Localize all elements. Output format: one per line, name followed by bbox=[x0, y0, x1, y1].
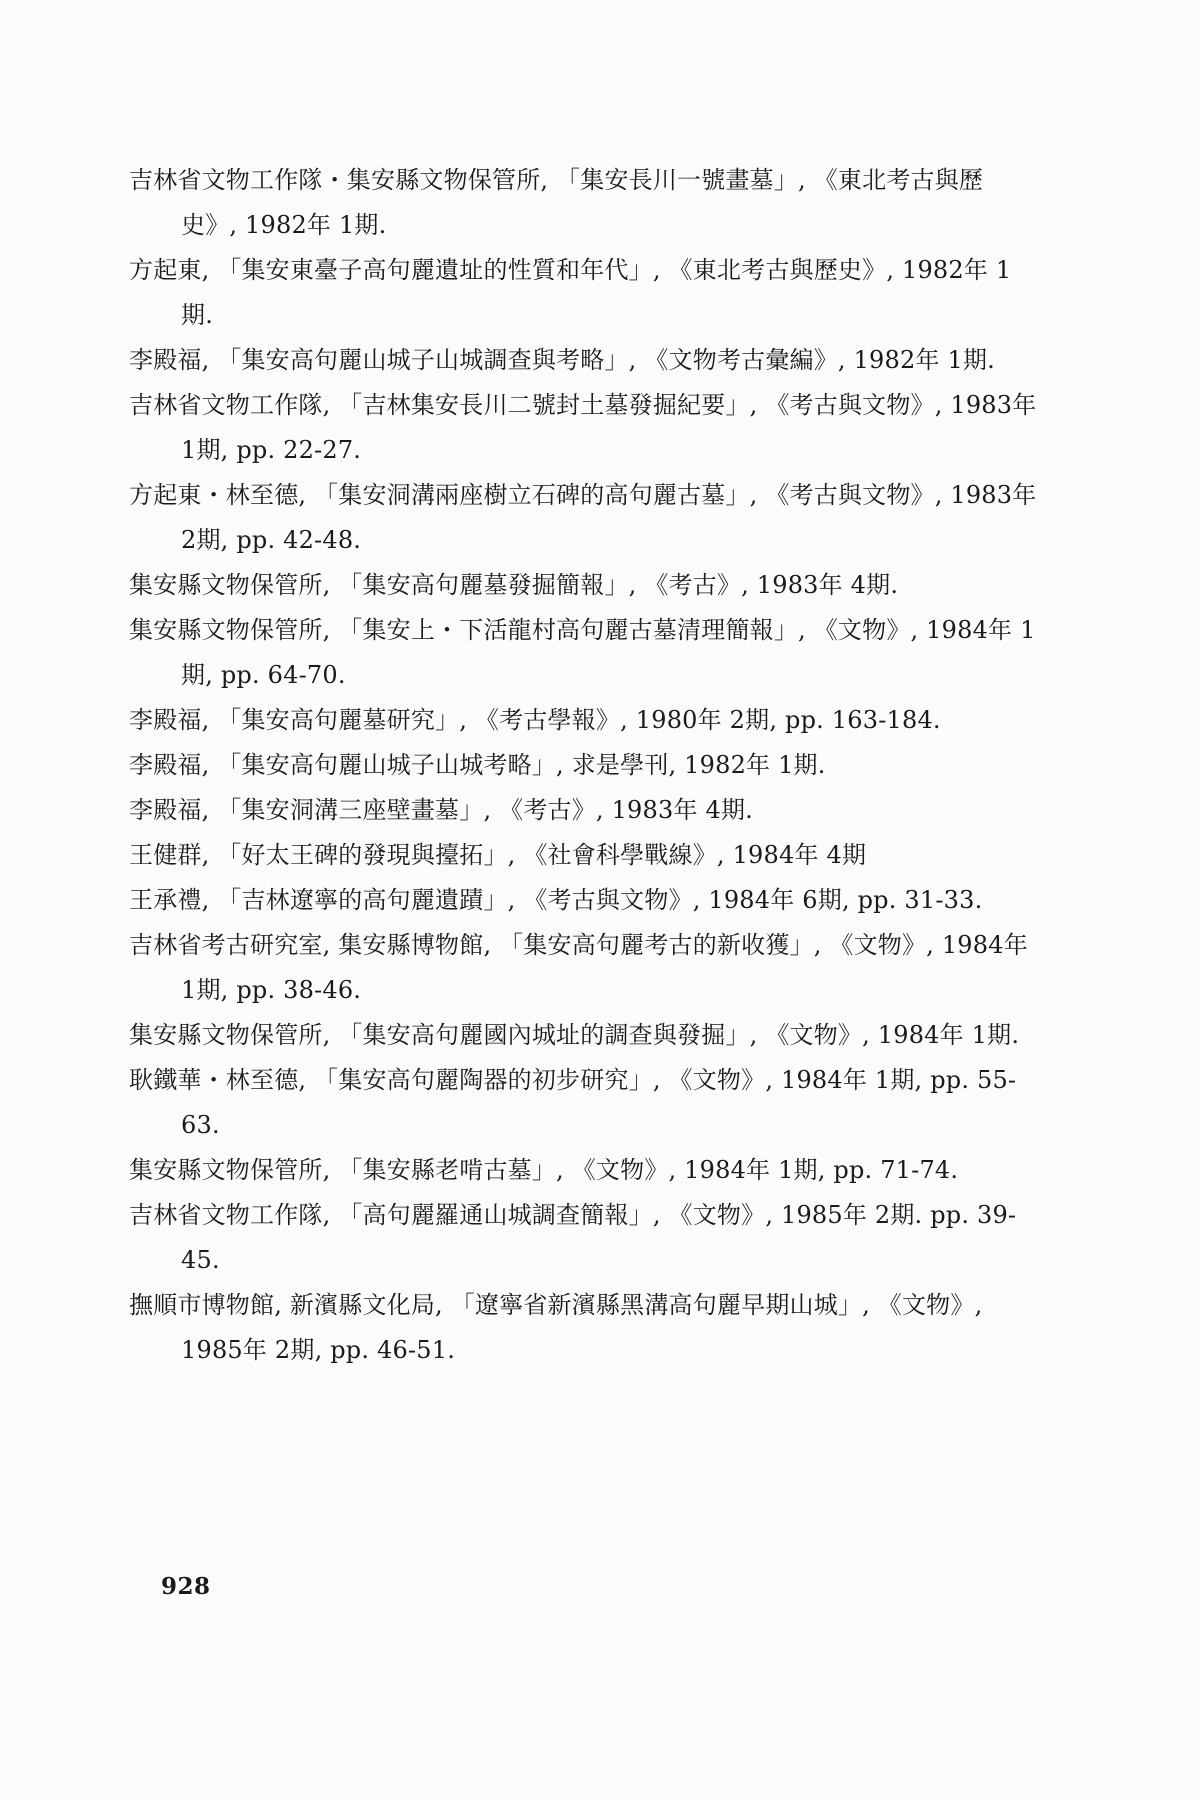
bibliography-entry: 吉林省文物工作隊, 「吉林集安長川二號封土墓發掘紀要」, 《考古與文物》, 1983年 1期, pp. 22-27. bbox=[129, 391, 1037, 464]
bibliography-entry: 王健群, 「好太王碑的發現與擡拓」, 《社會科學戰線》, 1984年 4期 bbox=[129, 841, 867, 869]
page-number: 928 bbox=[161, 1573, 211, 1600]
bibliography-entry: 吉林省考古研究室, 集安縣博物館, 「集安高句麗考古的新收獲」, 《文物》, 1984年 1期, pp. 38-46. bbox=[129, 931, 1028, 1004]
bibliography-entry: 王承禮, 「吉林遼寧的高句麗遺蹟」, 《考古與文物》, 1984年 6期, pp. 31-33. bbox=[129, 886, 983, 914]
bibliography-entry: 李殿福, 「集安高句麗墓研究」, 《考古學報》, 1980年 2期, pp. 163-184. bbox=[129, 706, 941, 734]
bibliography-list bbox=[129, 158, 1039, 1373]
bibliography-entry: 方起東, 「集安東臺子高句麗遺址的性質和年代」, 《東北考古與歷史》, 1982年 1期. bbox=[129, 256, 1012, 329]
bibliography-entry: 李殿福, 「集安洞溝三座壁畫墓」, 《考古》, 1983年 4期. bbox=[129, 796, 753, 824]
bibliography-entry: 撫順市博物館, 新濱縣文化局, 「遼寧省新濱縣黑溝高句麗早期山城」, 《文物》, 1985年 2期, pp. 46-51. bbox=[129, 1291, 983, 1364]
bibliography-entry: 李殿福, 「集安高句麗山城子山城考略」, 求是學刊, 1982年 1期. bbox=[129, 751, 826, 779]
bibliography-entry: 集安縣文物保管所, 「集安縣老啃古墓」, 《文物》, 1984年 1期, pp. 71-74. bbox=[129, 1156, 959, 1184]
bibliography-entry: 方起東・林至德, 「集安洞溝兩座樹立石碑的高句麗古墓」, 《考古與文物》, 1983年 2期, pp. 42-48. bbox=[129, 481, 1037, 554]
bibliography-entry: 集安縣文物保管所, 「集安高句麗國內城址的調查與發掘」, 《文物》, 1984年 1期. bbox=[129, 1021, 1020, 1049]
bibliography-entry: 吉林省文物工作隊・集安縣文物保管所, 「集安長川一號畫墓」, 《東北考古與歷史》, 1982年 1期. bbox=[129, 166, 984, 239]
bibliography-entry: 李殿福, 「集安高句麗山城子山城調查與考略」, 《文物考古彙編》, 1982年 1期. bbox=[129, 346, 995, 374]
bibliography-entry: 吉林省文物工作隊, 「高句麗羅通山城調查簡報」, 《文物》, 1985年 2期. pp. 39-45. bbox=[129, 1201, 1017, 1274]
bibliography-entry: 集安縣文物保管所, 「集安上・下活龍村高句麗古墓清理簡報」, 《文物》, 1984年 1期, pp. 64-70. bbox=[129, 616, 1036, 689]
bibliography-entry: 耿鐵華・林至德, 「集安高句麗陶器的初步研究」, 《文物》, 1984年 1期, pp. 55-63. bbox=[129, 1066, 1017, 1139]
bibliography-entry: 集安縣文物保管所, 「集安高句麗墓發掘簡報」, 《考古》, 1983年 4期. bbox=[129, 571, 899, 599]
